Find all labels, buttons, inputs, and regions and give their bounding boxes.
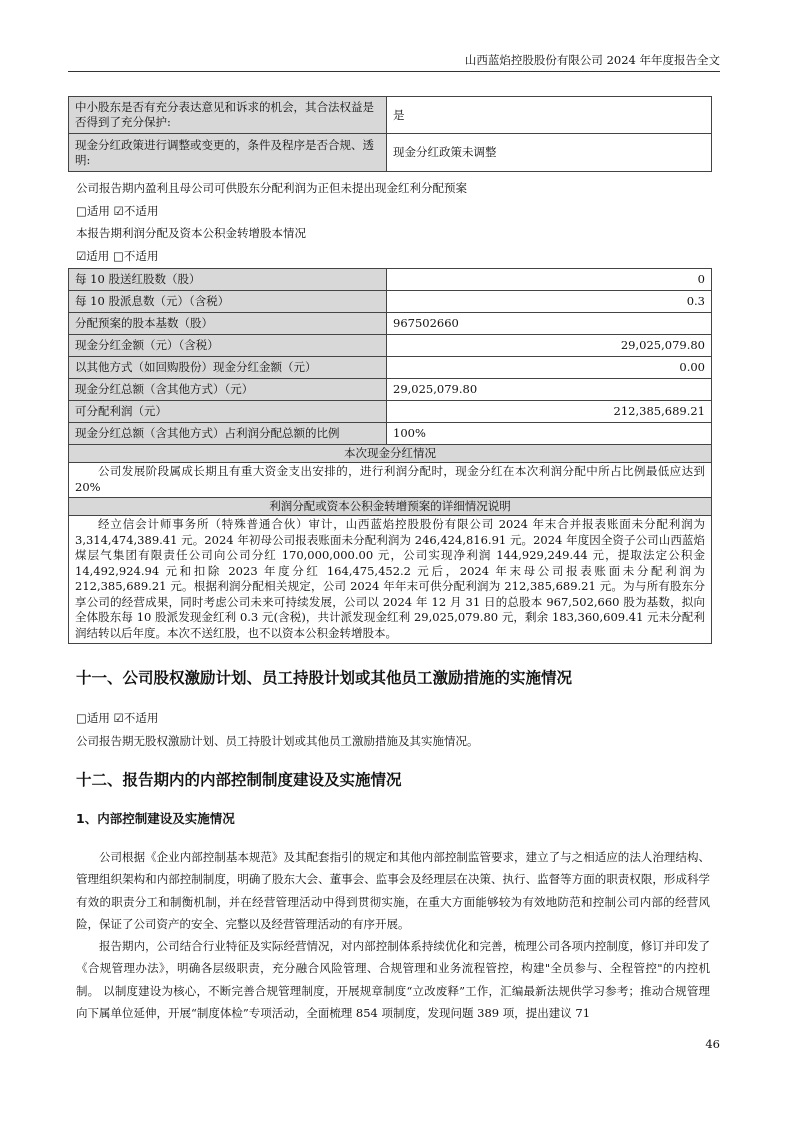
applicability-checkbox: □适用 ☑不适用 xyxy=(76,204,159,218)
table-row xyxy=(69,401,712,423)
table-row xyxy=(69,463,712,498)
table-label: 可分配利润（元） xyxy=(69,401,387,423)
applicability-checkbox: ☑适用 □不适用 xyxy=(76,249,159,263)
table-value: 现金分红政策未调整 xyxy=(387,134,712,172)
table-label: 以其他方式（如回购股份）现金分红金额（元） xyxy=(69,357,387,379)
table-row xyxy=(69,516,712,644)
paragraph: 公司根据《企业内部控制基本规范》及其配套指引的规定和其他内部控制监管要求，建立了与之相适应的法人治理结构、管理组织架构和内部控制制度，明确了股东大会、董事会、监事会及经理层在决策、执行、监督等方面的职责权限，形成科学有效的职责分工和制衡机制，并在经营管理活动中得到贯彻实施，在重大方面能够较为有效地防范和控制公司内部的经营风险，保证了公司资产的安全、完整以及经营管理活动的有序开展。 xyxy=(76,850,710,931)
table-value: 212,385,689.21 xyxy=(387,401,712,423)
table-row xyxy=(69,291,712,313)
table-value: 0.3 xyxy=(387,291,712,313)
table-row xyxy=(69,357,712,379)
table-value: 是 xyxy=(387,97,712,134)
table-value: 29,025,079.80 xyxy=(387,335,712,357)
paragraph: 报告期内，公司结合行业特征及实际经营情况，对内部控制体系持续优化和完善，梳理公司各项内控制度，修订并印发了《合规管理办法》，明确各层级职责，充分融合风险管理、合规管理和业务流程管控，构建"全员参与、全程管控"的内控机制。 以制度建设为核心，不断完善合规管理制度，开展规章制度“立改废释”工作，汇编最新法规供学习参考；推动合规管理向下属单位延伸，开展“制度体检”专项活动，全面梳理 854 项制度，发现问题 389 项，提出建议 71 xyxy=(76,939,710,1020)
table-value: 0.00 xyxy=(387,357,712,379)
table-value: 967502660 xyxy=(387,313,712,335)
table-value: 29,025,079.80 xyxy=(387,379,712,401)
policy-table xyxy=(68,96,712,172)
table-row xyxy=(69,423,712,445)
table-label: 分配预案的股本基数（股） xyxy=(69,313,387,335)
table-value: 0 xyxy=(387,269,712,291)
section-12-subtitle: 1、内部控制建设及实施情况 xyxy=(76,811,235,826)
cash-dividend-text: 公司发展阶段属成长期且有重大资金支出安排的，进行利润分配时，现金分红在本次利润分配中所占比例最低应达到 20% xyxy=(69,463,712,498)
table-section-header xyxy=(69,445,712,463)
table-label: 中小股东是否有充分表达意见和诉求的机会，其合法权益是否得到了充分保护: xyxy=(69,97,387,134)
table-row xyxy=(69,97,712,134)
applicability-checkbox: □适用 ☑不适用 xyxy=(76,711,159,725)
table-row xyxy=(69,134,712,172)
table-label: 现金分红总额（含其他方式）（元） xyxy=(69,379,387,401)
page-header: 山西蓝焰控股股份有限公司 2024 年年度报告全文 xyxy=(68,52,720,72)
table-value: 100% xyxy=(387,423,712,445)
cash-dividend-header: 本次现金分红情况 xyxy=(69,445,712,463)
table-label: 现金分红总额（含其他方式）占利润分配总额的比例 xyxy=(69,423,387,445)
table-row xyxy=(69,379,712,401)
table-label: 现金分红政策进行调整或变更的，条件及程序是否合规、透明: xyxy=(69,134,387,172)
plan-details-text: 经立信会计师事务所（特殊普通合伙）审计，山西蓝焰控股股份有限公司 2024 年末合并报表账面未分配利润为 3,314,474,389.41 元。2024 年初母公司报表账面未分配利润为 246,424,816.91 元。2024 年度因全资子公司山西蓝焰煤层气集团有限责任公司向公司分红 170,000,000.00 元，公司实现净利润 144,929,249.44 元，提取法定公积金 14,492,924.94 元和扣除 2023 年度分红 164,475,452.2 元后，2024 年末母公司报表账面未分配利润为 212,385,689.21 元。根据利润分配相关规定，公司 2024 年年末可供分配利润为 212,385,689.21 元。为与所有股东分享公司的经营成果，同时考虑公司未来可持续发展，公司以 2024 年 12 月 31 日的总股本 967,502,660 股为基数，拟向全体股东每 10 股派发现金红利 0.3 元(含税)，共计派发现金红利 29,025,079.80 元，剩余 183,360,609.41 元未分配利润结转以后年度。本次不送红股，也不以资本公积金转增股本。 xyxy=(69,516,712,644)
table-label: 现金分红金额（元）（含税） xyxy=(69,335,387,357)
distribution-table xyxy=(68,268,712,644)
table-label: 每 10 股派息数（元）（含税） xyxy=(69,291,387,313)
table-row xyxy=(69,269,712,291)
plan-details-header: 利润分配或资本公积金转增预案的详细情况说明 xyxy=(69,498,712,516)
table-label: 每 10 股送红股数（股） xyxy=(69,269,387,291)
table-row xyxy=(69,335,712,357)
page-number: 46 xyxy=(705,1037,720,1051)
table-row xyxy=(69,313,712,335)
section-12-title: 十二、报告期内的内部控制制度建设及实施情况 xyxy=(76,771,402,789)
table-section-header xyxy=(69,498,712,516)
no-plan-note: 公司报告期内盈利且母公司可供股东分配利润为正但未提出现金红利分配预案 xyxy=(76,181,467,195)
distribution-title: 本报告期利润分配及资本公积金转增股本情况 xyxy=(76,226,306,240)
section-11-title: 十一、公司股权激励计划、员工持股计划或其他员工激励措施的实施情况 xyxy=(76,669,573,687)
section-11-note: 公司报告期无股权激励计划、员工持股计划或其他员工激励措施及其实施情况。 xyxy=(76,734,479,748)
